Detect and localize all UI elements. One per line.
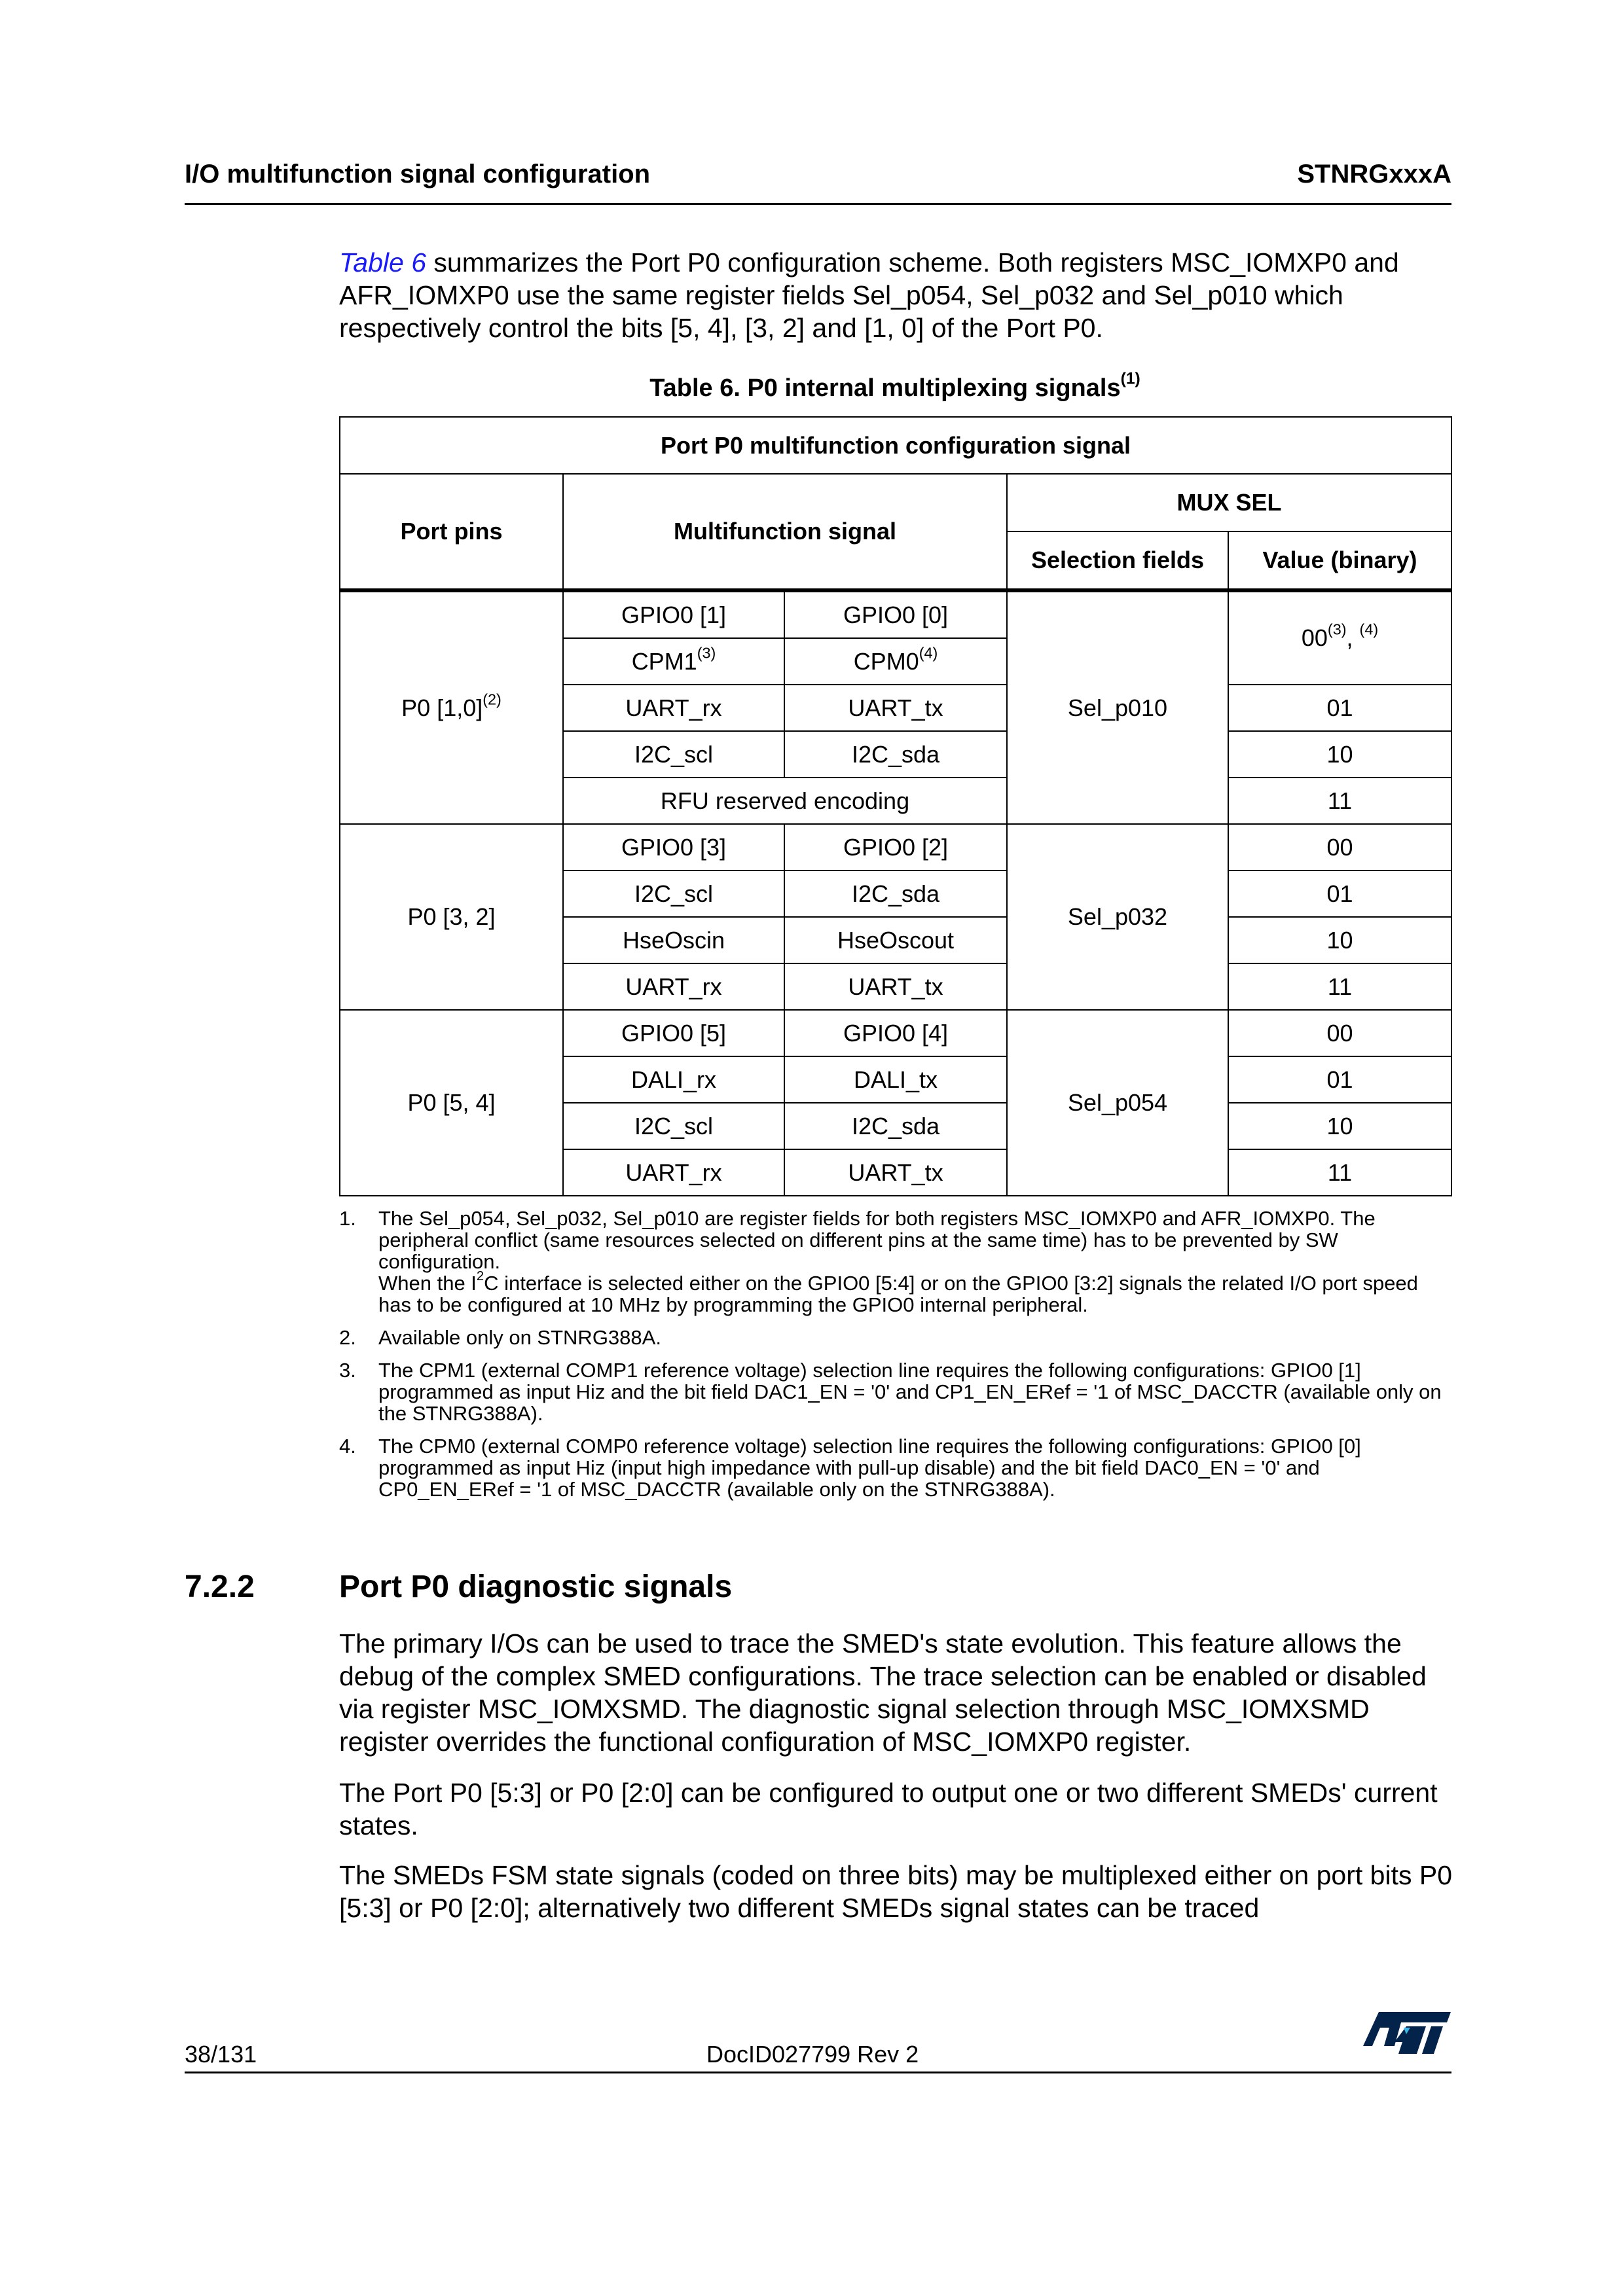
footnote-text [378,1359,1452,1424]
signal-cell [563,824,784,870]
header-selection-fields: Selection fields [1007,531,1228,590]
signal-text: GPIO0 [5] [621,1019,727,1047]
signal-text: I2C_sda [851,1112,940,1139]
signal-cell [563,590,784,638]
header-value-binary: Value (binary) [1228,531,1451,590]
value-text: 10 [1326,740,1353,768]
signal-cell [563,731,784,778]
header-multifunction-signal: Multifunction signal [563,474,1007,590]
st-logo [1360,2009,1452,2056]
signal-cell [563,685,784,731]
signal-footnote-ref: (3) [697,643,716,661]
value-text: 01 [1326,1066,1353,1093]
table-footnotes [339,1208,1452,1511]
footnote-line [378,1268,1452,1316]
value-text: 11 [1327,973,1353,1000]
signal-text: GPIO0 [3] [621,833,727,861]
signal-text: UART_tx [848,1158,943,1186]
value-text: 01 [1326,880,1353,907]
intro-text: summarizes the Port P0 configuration scheme. Both registers MSC_IOMXP0 and AFR_IOMXP0 use the same register fields Sel_p054, Sel_p032 and Sel_p010 which respectively control the bits [5, 4], [3, 2] and [1, 0] of the Port P0. [339,247,1399,343]
value-binary-cell [1228,1056,1451,1103]
value-binary-cell [1228,963,1451,1010]
signal-cell [563,1056,784,1103]
table-title: Port P0 multifunction configuration signal [340,417,1451,474]
signal-cell [563,638,784,685]
signal-text: I2C_scl [634,880,714,907]
footnote-text [378,1435,1452,1500]
value-binary-cell [1228,731,1451,778]
signal-cell [784,638,1007,685]
value-binary-cell [1228,778,1451,824]
table-caption [339,370,1451,403]
value-binary-cell [1228,917,1451,963]
footnote-text [378,1208,1452,1316]
table-row [340,1010,1451,1056]
signal-text: I2C_sda [851,880,940,907]
signal-text: UART_tx [848,973,943,1000]
signal-text: I2C_sda [851,740,940,768]
p0-multiplexing-table [339,416,1452,1196]
footnote-number: 2. [339,1326,356,1349]
footnote [339,1208,1452,1316]
fn-part: C interface is selected either on the GPIO0 [5:4] or on the GPIO0 [3:2] signals the related I/O port speed has to be configured at 10 MHz by programming the GPIO0 internal peripheral. [378,1272,1418,1316]
signal-cell [563,870,784,917]
port-pins-footnote-ref: (2) [483,690,501,708]
section-number: 7.2.2 [185,1570,255,1604]
port-pins-cell [340,1010,563,1196]
section-paragraph-3: The SMEDs FSM state signals (coded on three bits) may be multiplexed either on port bits P0 [5:3] or P0 [2:0]; alternatively two different SMEDs signal states can be traced [339,1860,1452,1923]
port-pins-cell [340,824,563,1010]
footnote-line: The CPM1 (external COMP1 reference voltage) selection line requires the following configurations: GPIO0 [1] programmed as input Hiz and the bit field DAC1_EN = '0' and CP1_EN_ERef = '1 of MSC_DACCTR (available only on the STNRG388A). [378,1359,1442,1425]
signal-text: UART_rx [625,1158,722,1186]
section-paragraph-2: The Port P0 [5:3] or P0 [2:0] can be configured to output one or two different SMEDs' current states. [339,1778,1438,1840]
signal-text: UART_tx [848,694,943,721]
footnote-number: 3. [339,1359,356,1382]
footnote-line: The Sel_p054, Sel_p032, Sel_p010 are register fields for both registers MSC_IOMXP0 and AFR_IOMXP0. The peripheral conflict (same resources selected on different pins at the same time) has to be prevented by SW configuration. [378,1207,1376,1273]
footnote [339,1327,1452,1348]
table-row [340,590,1451,638]
section-paragraph-1: The primary I/Os can be used to trace the SMED's state evolution. This feature allows the debug of the complex SMED configurations. The trace selection can be enabled or disabled via register MSC_IOMXSMD. The diagnostic signal selection through MSC_IOMXSMD register overrides the functional configuration of MSC_IOMXP0 register. [339,1628,1427,1757]
signal-cell [563,917,784,963]
port-pins-text: P0 [3, 2] [407,903,496,930]
signal-text: I2C_scl [634,740,714,768]
signal-text: GPIO0 [4] [843,1019,949,1047]
caption-text: Table 6. P0 internal multiplexing signals [649,374,1121,402]
value-text: 00 [1326,833,1353,861]
header-port-pins: Port pins [340,474,563,590]
signal-cell [784,824,1007,870]
signal-cell [784,1103,1007,1149]
signal-cell [784,1010,1007,1056]
value-text: 10 [1326,1112,1353,1139]
selection-field-cell: Sel_p054 [1007,1010,1228,1196]
fn-part: When the I [378,1272,477,1295]
value-binary-cell [1228,1010,1451,1056]
caption-footnote-ref: (1) [1120,370,1140,388]
signal-cell: RFU reserved encoding [563,778,1007,824]
signal-text: I2C_scl [634,1112,714,1139]
footnote-text [378,1327,1452,1348]
signal-text: UART_rx [625,694,722,721]
footnote-line: Available only on STNRG388A. [378,1326,661,1349]
signal-cell [563,963,784,1010]
signal-text: UART_rx [625,973,722,1000]
value-text: 10 [1326,926,1353,954]
value-footnote-ref: (3) [1327,620,1347,638]
value-binary-cell [1228,870,1451,917]
value-binary-cell [1228,824,1451,870]
signal-cell [784,685,1007,731]
table-6-link[interactable]: Table 6 [339,247,426,278]
port-pins-cell [340,590,563,824]
fn-sup: 2 [476,1268,484,1283]
signal-text: HseOscout [837,926,955,954]
value-text: 00 [1326,1019,1353,1047]
header-mux-sel: MUX SEL [1007,474,1451,531]
footnote [339,1435,1452,1500]
table-body [340,590,1451,1196]
running-header-product: STNRGxxxA [1297,160,1451,188]
page-number: 38/131 [185,2041,257,2068]
running-header-title: I/O multifunction signal configuration [185,160,651,188]
signal-cell [784,731,1007,778]
selection-field-cell: Sel_p010 [1007,590,1228,824]
signal-cell [563,1149,784,1196]
doc-id: DocID027799 Rev 2 [706,2041,919,2068]
signal-footnote-ref: (4) [919,643,938,661]
signal-cell [784,870,1007,917]
table-row [340,824,1451,870]
footnote [339,1359,1452,1424]
value-text: 00 [1301,624,1328,651]
signal-cell [784,963,1007,1010]
footer-rule [185,2072,1451,2073]
value-sep: , [1346,624,1360,651]
section-title: Port P0 diagnostic signals [339,1570,733,1604]
signal-text: DALI_tx [853,1066,938,1093]
selection-field-cell: Sel_p032 [1007,824,1228,1010]
signal-cell [784,1056,1007,1103]
signal-cell [784,590,1007,638]
signal-cell [563,1010,784,1056]
signal-text: DALI_rx [630,1066,717,1093]
footnote-number: 1. [339,1207,356,1230]
header-rule [185,203,1451,205]
value-binary-cell [1228,590,1451,685]
value-binary-cell [1228,1103,1451,1149]
port-pins-text: P0 [1,0] [401,694,483,721]
signal-cell [784,1149,1007,1196]
signal-cell [563,1103,784,1149]
signal-text: HseOscin [622,926,725,954]
value-text: 11 [1327,1158,1353,1186]
footnote-line: The CPM0 (external COMP0 reference voltage) selection line requires the following configurations: GPIO0 [0] programmed as input Hiz (input high impedance with pull-up disable) and the bit field DAC0_EN = '0' and CP0_EN_ERef = '1 of MSC_DACCTR (available only on the STNRG388A). [378,1435,1361,1501]
signal-text: CPM0 [853,647,919,675]
signal-cell [784,917,1007,963]
signal-text: GPIO0 [0] [843,601,949,628]
signal-text: GPIO0 [1] [621,601,727,628]
port-pins-text: P0 [5, 4] [407,1089,496,1116]
intro-paragraph [339,246,1459,344]
value-text: 11 [1327,787,1353,814]
value-binary-cell [1228,685,1451,731]
value-footnote-ref: (4) [1359,620,1379,638]
signal-text: CPM1 [631,647,697,675]
value-binary-cell [1228,1149,1451,1196]
signal-text: GPIO0 [2] [843,833,949,861]
footnote-number: 4. [339,1435,356,1458]
value-text: 01 [1326,694,1353,721]
